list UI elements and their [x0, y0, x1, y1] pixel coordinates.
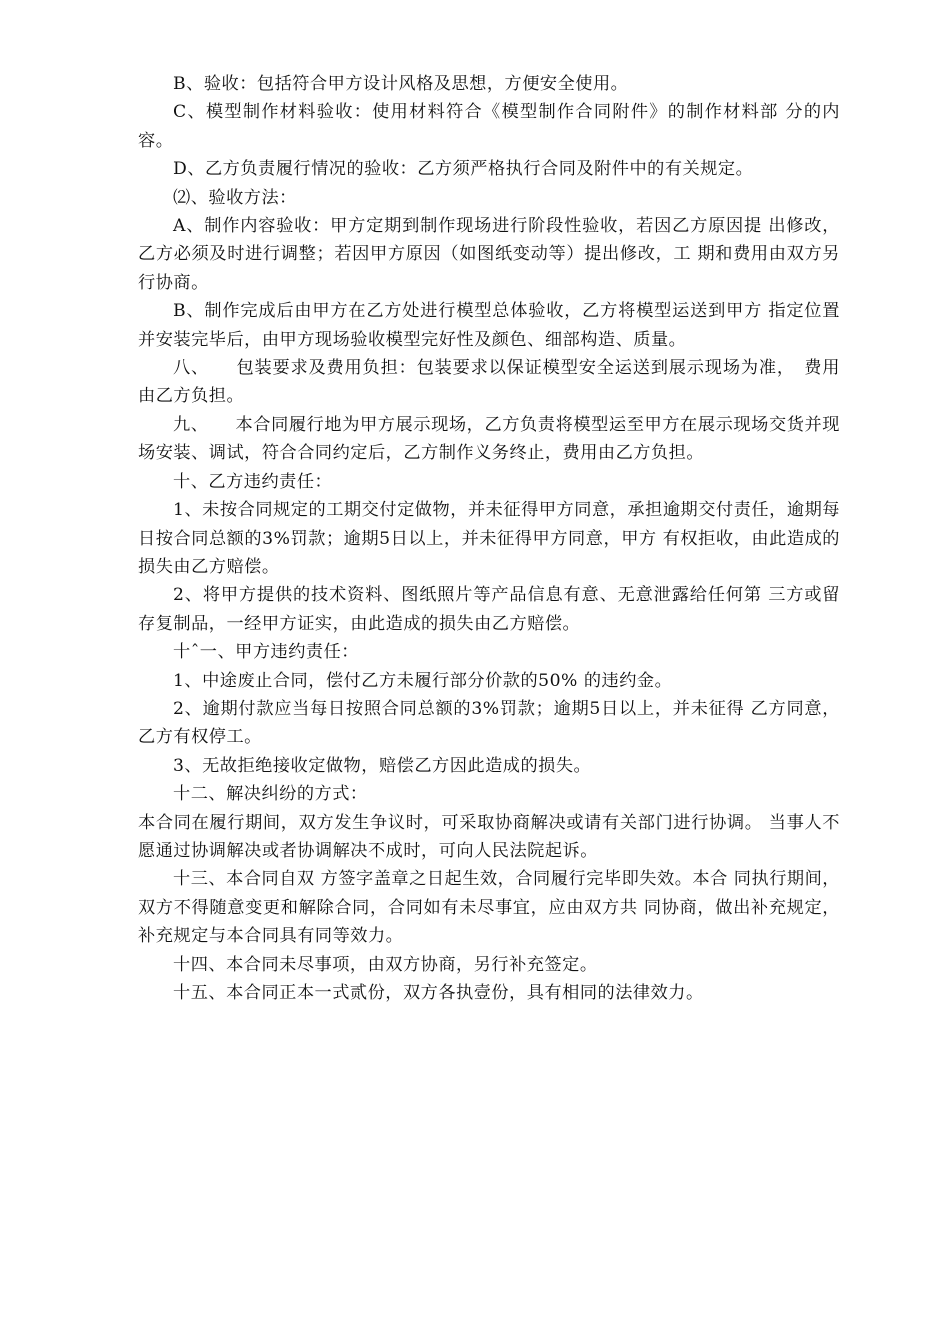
paragraph-clause-14: 十四、本合同未尽事项，由双方协商，另行补充签定。 — [173, 954, 598, 975]
paragraph-acceptance-b: B、验收：包括符合甲方设计风格及思想，方便安全使用。 — [173, 74, 629, 94]
paragraph-clause-11-1: 1、中途废止合同，偿付乙方未履行部分价款的50% 的违约金。 — [173, 670, 673, 691]
heading-clause-12: 十二、解决纠纷的方式： — [173, 784, 368, 805]
paragraph-clause-15: 十五、本合同正本一式贰份，双方各执壹份，具有相同的法律效力。 — [173, 983, 704, 1003]
paragraph-method-b: B、制作完成后由甲方在乙方处进行模型总体验收，乙方将模型运送到甲方 指定位置并安装完毕后，由甲方现场验收模型完好性及颜色、细部构造、质量。 — [138, 301, 840, 350]
paragraph-clause-13: 十三、本合同自双 方签字盖章之日起生效，合同履行完毕即失效。本合 同执行期间，双方不得随意变更和解除合同，合同如有未尽事宜，应由双方共 同协商，做出补充规定，补充规定与本合同具有同等效力。 — [138, 869, 840, 947]
heading-acceptance-method: ⑵、验收方法： — [173, 187, 297, 208]
paragraph-clause-10-2: 2、将甲方提供的技术资料、图纸照片等产品信息有意、无意泄露给任何第 三方或留存复制品，一经甲方证实，由此造成的损失由乙方赔偿。 — [138, 585, 840, 634]
paragraph-clause-11-2: 2、逾期付款应当每日按照合同总额的3%罚款；逾期5日以上，并未征得 乙方同意，乙方有权停工。 — [138, 698, 840, 748]
paragraph-method-a: A、制作内容验收：甲方定期到制作现场进行阶段性验收，若因乙方原因提 出修改，乙方必须及时进行调整；若因甲方原因（如图纸变动等）提出修改，工 期和费用由双方另行协商。 — [138, 216, 840, 293]
paragraph-clause-9: 九、 本合同履行地为甲方展示现场，乙方负责将模型运至甲方在展示现场交货并现场安装、调试，符合合同约定后，乙方制作义务终止，费用由乙方负担。 — [138, 414, 840, 464]
contract-page — [138, 70, 840, 1007]
paragraph-acceptance-d: D、乙方负责履行情况的验收：乙方须严格执行合同及附件中的有关规定。 — [173, 159, 754, 180]
heading-clause-10: 十、乙方违约责任： — [173, 471, 333, 492]
paragraph-clause-12-body: 本合同在履行期间，双方发生争议时，可采取协商解决或请有关部门进行协调。 当事人不愿通过协调解决或者协调解决不成时，可向人民法院起诉。 — [138, 812, 840, 861]
paragraph-acceptance-c: C、模型制作材料验收：使用材料符合《模型制作合同附件》的制作材料部 分的内容。 — [138, 102, 840, 151]
heading-clause-11: 十ˆ一、甲方违约责任： — [173, 642, 359, 663]
paragraph-clause-8: 八、 包装要求及费用负担：包装要求以保证模型安全运送到展示现场为准， 费用由乙方负担。 — [138, 358, 840, 407]
paragraph-clause-11-3: 3、无故拒绝接收定做物，赔偿乙方因此造成的损失。 — [173, 755, 592, 776]
paragraph-clause-10-1: 1、未按合同规定的工期交付定做物，并未征得甲方同意，承担逾期交付责任，逾期每日按合同总额的3%罚款；逾期5日以上，并未征得甲方同意，甲方 有权拒收，由此造成的损失由乙方赔偿。 — [138, 500, 840, 577]
